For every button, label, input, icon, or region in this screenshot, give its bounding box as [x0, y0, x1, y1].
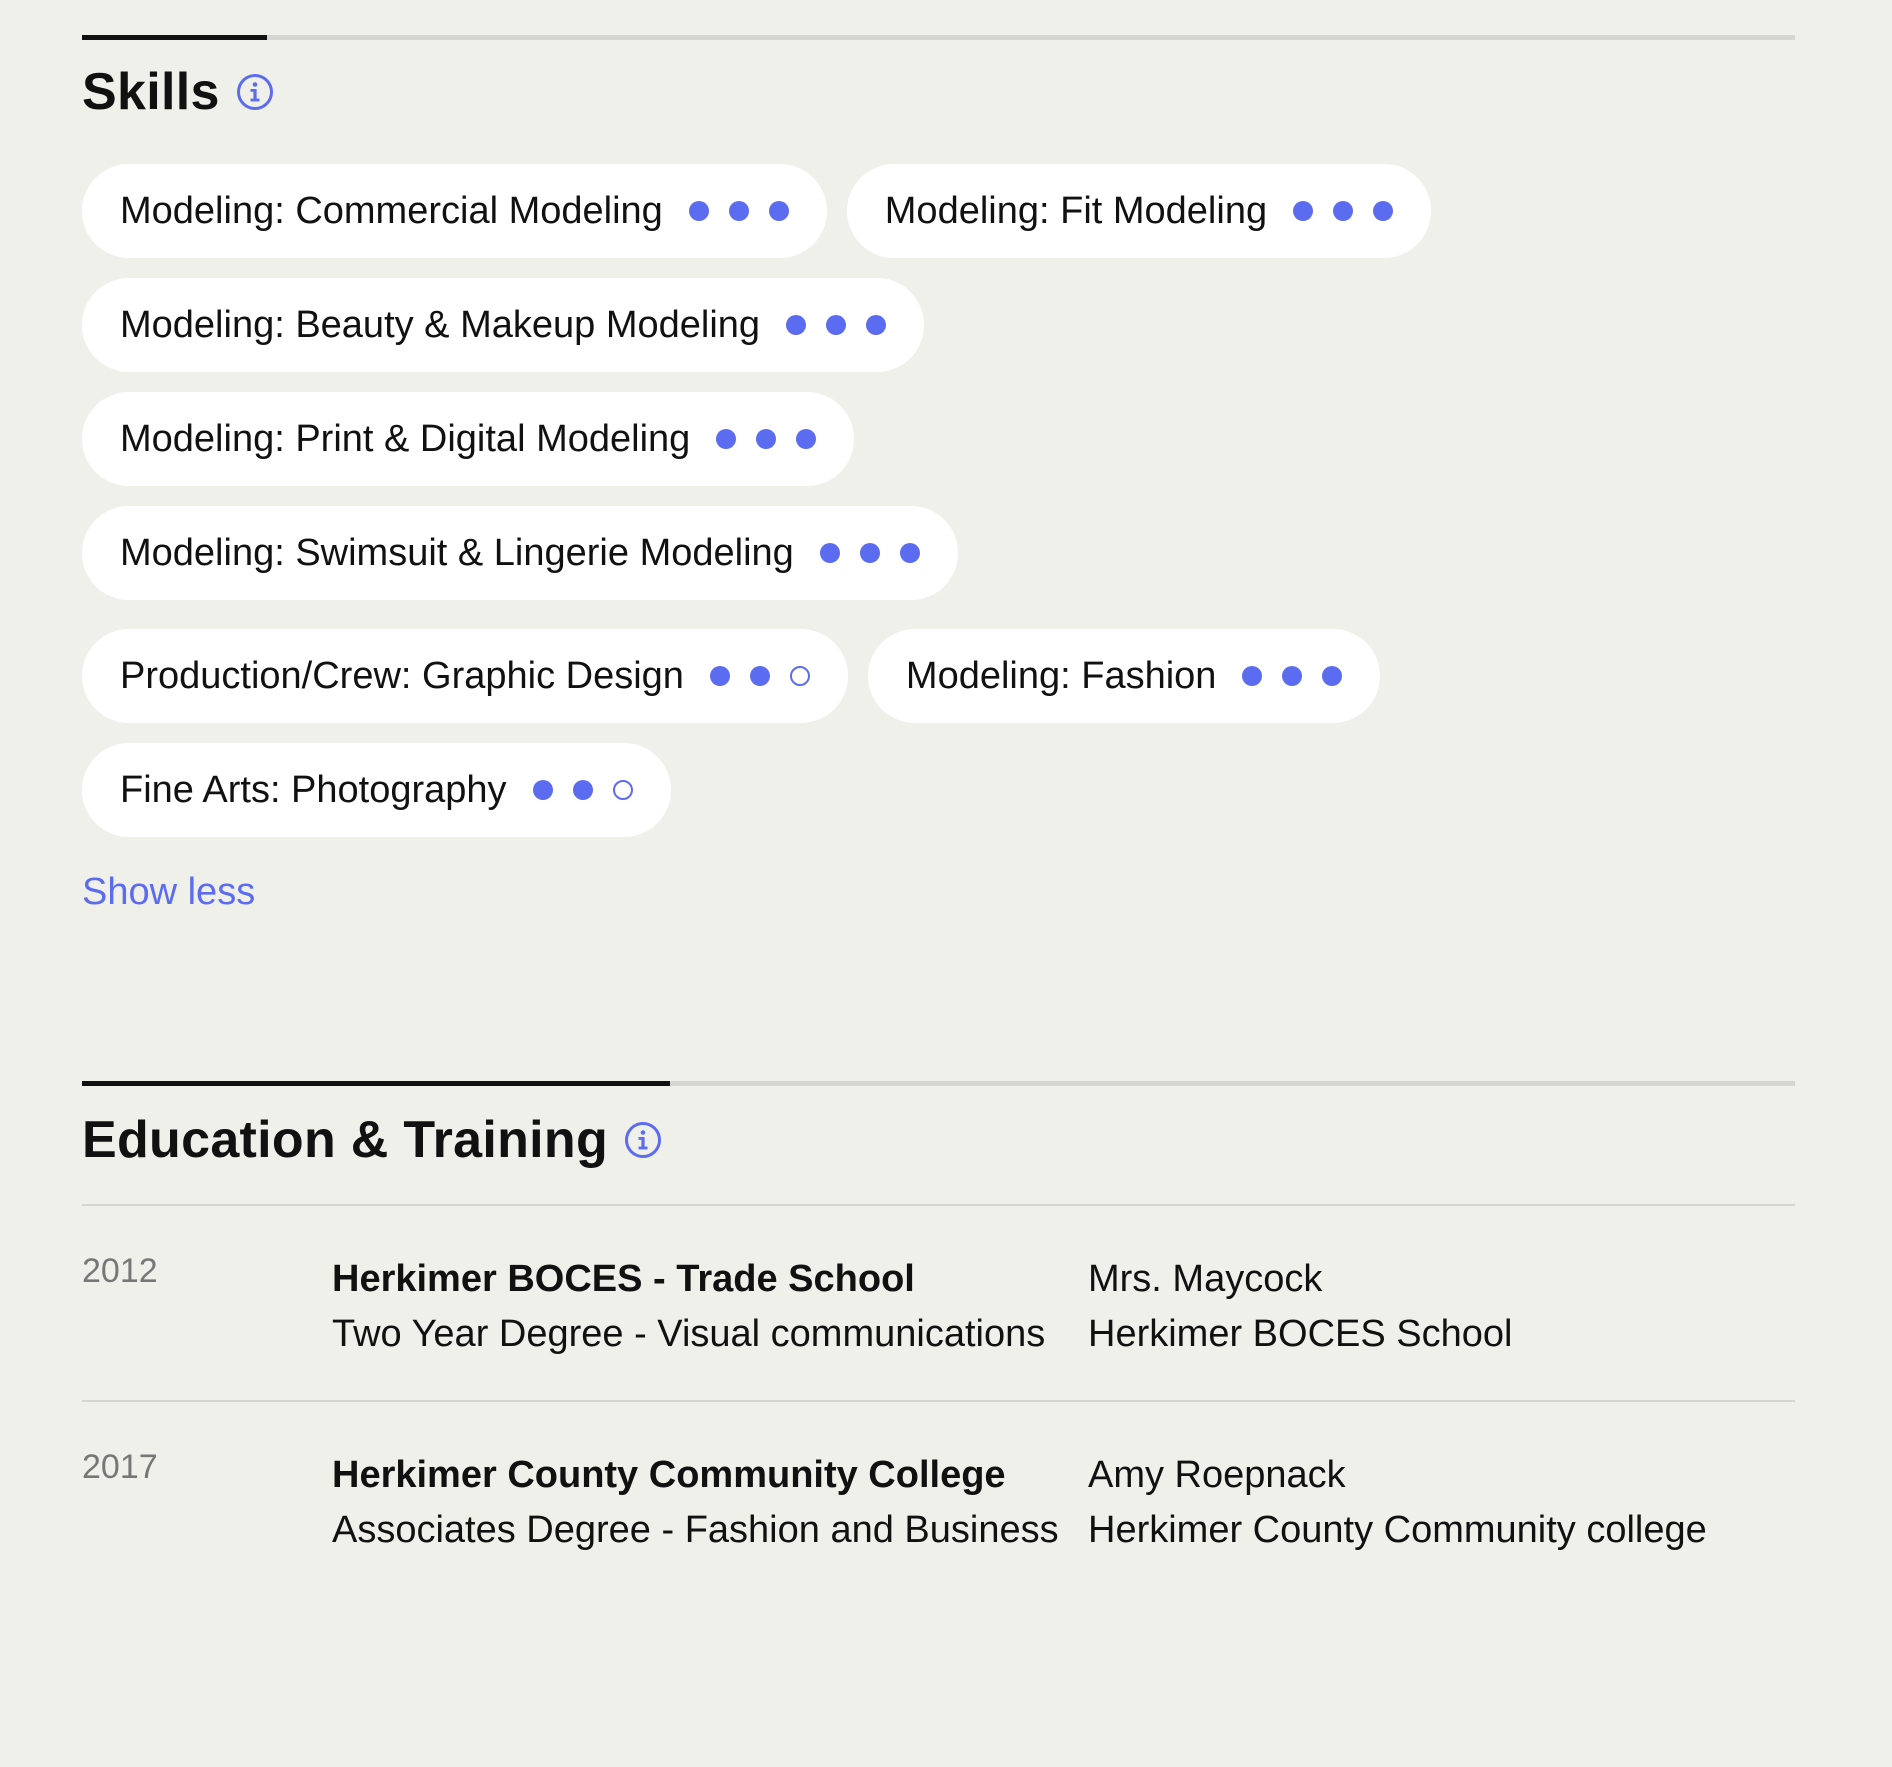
skill-level-indicator	[1242, 666, 1342, 686]
filled-dot-icon	[866, 315, 886, 335]
education-year: 2012	[82, 1252, 158, 1290]
skills-section	[82, 35, 1795, 914]
education-entry	[82, 1400, 1795, 1596]
filled-dot-icon	[1333, 201, 1353, 221]
filled-dot-icon	[786, 315, 806, 335]
skills-title: Skills	[82, 63, 220, 121]
skill-row	[82, 743, 1795, 837]
education-section	[82, 1081, 1795, 1596]
filled-dot-icon	[769, 201, 789, 221]
skill-label: Modeling: Commercial Modeling	[120, 189, 663, 232]
instructor-name: Mrs. Maycock	[1088, 1258, 1323, 1300]
skill-pill	[82, 164, 827, 258]
skill-label: Modeling: Beauty & Makeup Modeling	[120, 303, 761, 346]
skill-row	[82, 164, 1795, 258]
filled-dot-icon	[710, 666, 730, 686]
education-divider	[82, 1081, 1795, 1086]
education-contact-block	[1088, 1252, 1512, 1362]
skill-level-indicator	[786, 315, 886, 335]
school-name: Herkimer BOCES - Trade School	[332, 1258, 915, 1300]
skill-pill	[82, 506, 958, 600]
skill-level-indicator	[533, 780, 633, 800]
education-entry	[82, 1204, 1795, 1400]
filled-dot-icon	[1322, 666, 1342, 686]
skill-group	[82, 629, 1795, 837]
education-divider-accent	[82, 1081, 670, 1086]
filled-dot-icon	[729, 201, 749, 221]
education-heading	[82, 1111, 1795, 1169]
skill-list	[82, 164, 1795, 837]
filled-dot-icon	[750, 666, 770, 686]
skills-heading	[82, 63, 1795, 121]
empty-dot-icon	[790, 666, 810, 686]
institution-name: Herkimer BOCES School	[1088, 1313, 1513, 1355]
skill-label: Fine Arts: Photography	[120, 768, 507, 811]
education-list	[82, 1204, 1795, 1596]
filled-dot-icon	[689, 201, 709, 221]
school-name: Herkimer County Community College	[332, 1454, 1006, 1496]
skill-level-indicator	[716, 429, 816, 449]
skill-level-indicator	[689, 201, 789, 221]
filled-dot-icon	[573, 780, 593, 800]
filled-dot-icon	[1293, 201, 1313, 221]
skill-label: Modeling: Fit Modeling	[884, 189, 1268, 232]
degree: Associates Degree - Fashion and Business	[332, 1509, 1059, 1551]
skill-label: Modeling: Print & Digital Modeling	[120, 417, 691, 460]
instructor-name: Amy Roepnack	[1088, 1454, 1346, 1496]
filled-dot-icon	[1242, 666, 1262, 686]
education-school-block	[332, 1448, 1088, 1558]
institution-name: Herkimer County Community college	[1088, 1509, 1707, 1551]
filled-dot-icon	[533, 780, 553, 800]
skill-pill	[82, 392, 854, 486]
filled-dot-icon	[756, 429, 776, 449]
info-icon[interactable]	[236, 73, 274, 111]
skills-divider-accent	[82, 35, 267, 40]
skills-divider	[82, 35, 1795, 40]
skill-level-indicator	[710, 666, 810, 686]
show-less-link[interactable]: Show less	[82, 871, 256, 913]
skill-level-indicator	[820, 543, 920, 563]
skill-label: Modeling: Fashion	[905, 654, 1217, 697]
skill-pill	[82, 743, 671, 837]
filled-dot-icon	[860, 543, 880, 563]
empty-dot-icon	[613, 780, 633, 800]
filled-dot-icon	[1282, 666, 1302, 686]
skill-pill	[847, 164, 1431, 258]
skill-row	[82, 506, 1795, 600]
filled-dot-icon	[716, 429, 736, 449]
skill-pill	[868, 629, 1381, 723]
education-year: 2017	[82, 1448, 158, 1486]
skill-level-indicator	[1293, 201, 1393, 221]
education-school-block	[332, 1252, 1088, 1362]
skill-label: Production/Crew: Graphic Design	[120, 654, 684, 697]
filled-dot-icon	[826, 315, 846, 335]
education-contact-block	[1088, 1448, 1707, 1558]
filled-dot-icon	[820, 543, 840, 563]
skill-pill	[82, 278, 924, 372]
filled-dot-icon	[1373, 201, 1393, 221]
skill-label: Modeling: Swimsuit & Lingerie Modeling	[120, 531, 794, 574]
info-icon[interactable]	[624, 1121, 662, 1159]
degree: Two Year Degree - Visual communications	[332, 1313, 1046, 1355]
filled-dot-icon	[900, 543, 920, 563]
skill-row	[82, 278, 1795, 372]
skill-row	[82, 392, 1795, 486]
skill-group	[82, 164, 1795, 600]
filled-dot-icon	[796, 429, 816, 449]
skill-pill	[82, 629, 848, 723]
education-title: Education & Training	[82, 1111, 609, 1169]
skill-row	[82, 629, 1795, 723]
